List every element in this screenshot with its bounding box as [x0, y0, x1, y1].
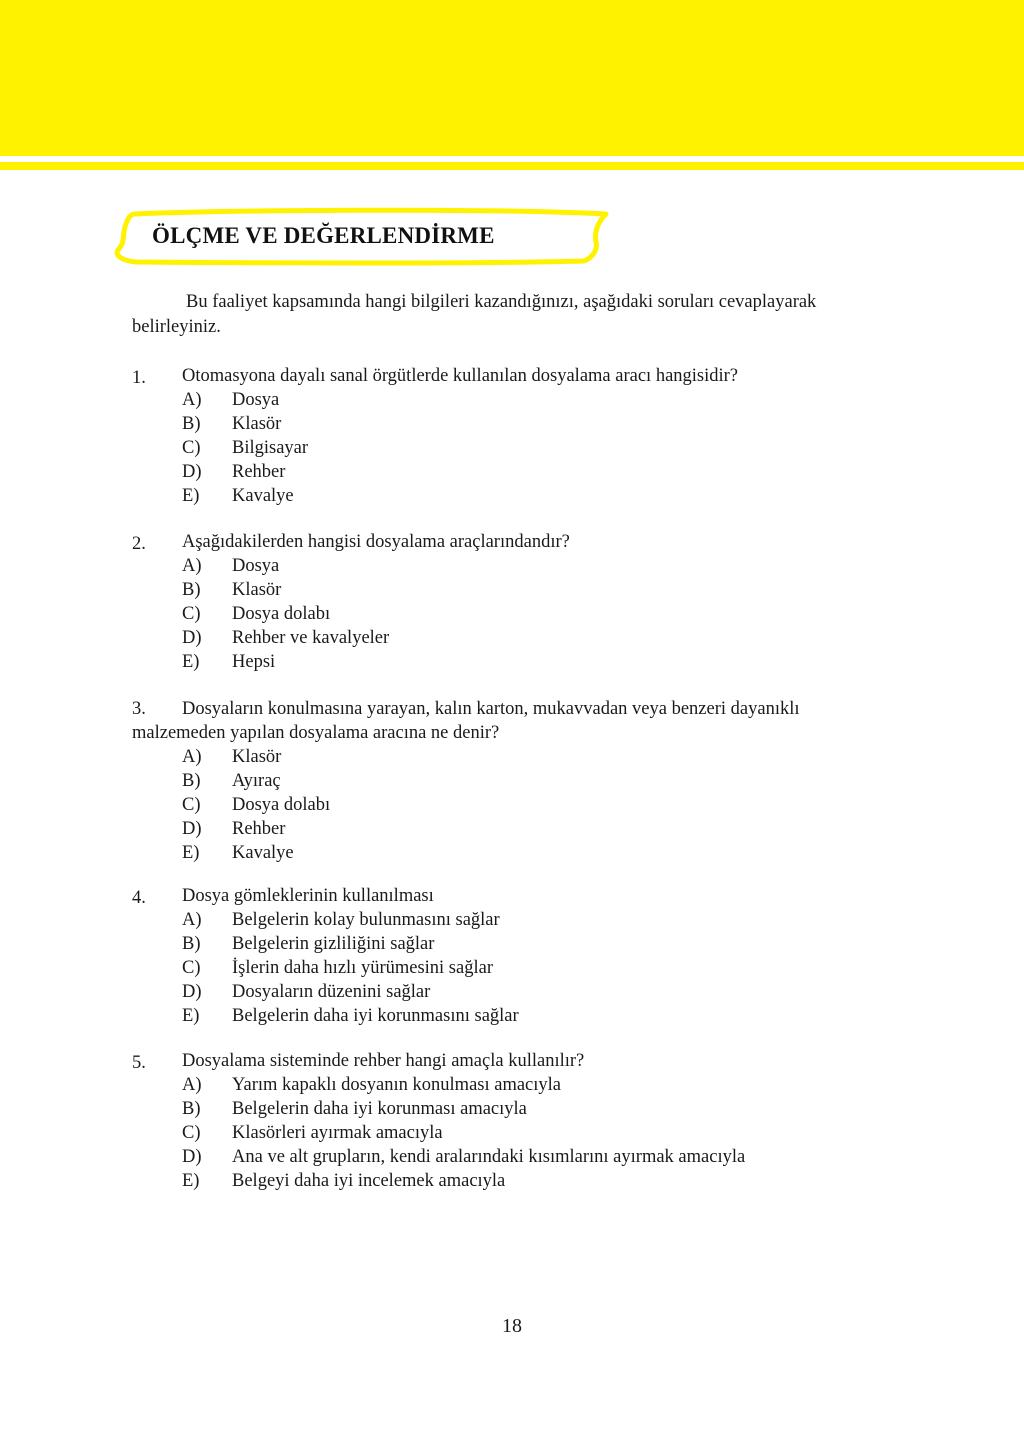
option-letter: C)	[182, 1123, 201, 1143]
question-header	[132, 530, 892, 554]
option-c	[132, 1121, 892, 1145]
option-e	[132, 484, 892, 508]
option-a	[132, 1073, 892, 1097]
question-text: Otomasyona dayalı sanal örgütlerde kullanılan dosyalama aracı hangisidir?	[182, 366, 739, 386]
option-text: Klasör	[232, 747, 282, 767]
question-4	[132, 884, 892, 1028]
option-text: Dosya	[232, 390, 280, 410]
option-e	[132, 650, 892, 674]
question-header	[132, 364, 892, 388]
option-letter: B)	[182, 414, 201, 434]
option-letter: E)	[182, 652, 200, 672]
option-a	[132, 554, 892, 578]
question-text: Dosyaların konulmasına yarayan, kalın karton, mukavvadan veya benzeri dayanıklı malzemeden yapılan dosyalama aracına ne denir?	[132, 699, 800, 743]
header-yellow-stripe	[0, 162, 1024, 170]
question-3	[132, 697, 892, 865]
option-d	[132, 817, 892, 841]
option-letter: C)	[182, 958, 201, 978]
option-letter: A)	[182, 747, 202, 767]
option-d	[132, 980, 892, 1004]
option-letter: E)	[182, 1171, 200, 1191]
intro-text-1: Bu faaliyet kapsamında hangi bilgileri kazandığınızı, aşağıdaki soruları cevaplayarak	[186, 292, 817, 312]
option-text: Rehber	[232, 462, 286, 482]
option-letter: D)	[182, 819, 202, 839]
option-list	[132, 1073, 892, 1193]
option-a	[132, 388, 892, 412]
option-letter: A)	[182, 910, 202, 930]
question-text: Dosyalama sisteminde rehber hangi amaçla kullanılır?	[182, 1051, 585, 1071]
option-letter: B)	[182, 771, 201, 791]
question-number: 1.	[132, 368, 146, 388]
option-text: Belgeyi daha iyi incelemek amacıyla	[232, 1171, 506, 1191]
option-d	[132, 626, 892, 650]
intro-line-1	[132, 290, 892, 315]
option-text: Belgelerin gizliliğini sağlar	[232, 934, 435, 954]
option-text: Klasörleri ayırmak amacıyla	[232, 1123, 443, 1143]
option-letter: E)	[182, 486, 200, 506]
option-text: Kavalye	[232, 486, 294, 506]
option-c	[132, 436, 892, 460]
option-text: Dosya dolabı	[232, 604, 331, 624]
option-b	[132, 578, 892, 602]
option-letter: A)	[182, 556, 202, 576]
option-text: Klasör	[232, 580, 282, 600]
option-text: Dosyaların düzenini sağlar	[232, 982, 431, 1002]
option-letter: C)	[182, 795, 201, 815]
option-text: Klasör	[232, 414, 282, 434]
option-letter: C)	[182, 604, 201, 624]
option-text: İşlerin daha hızlı yürümesini sağlar	[232, 958, 493, 978]
option-b	[132, 1097, 892, 1121]
option-letter: D)	[182, 1147, 202, 1167]
question-number: 2.	[132, 534, 146, 554]
page-title: ÖLÇME VE DEĞERLENDİRME	[152, 223, 495, 248]
option-letter: B)	[182, 1099, 201, 1119]
option-letter: D)	[182, 628, 202, 648]
option-text: Ana ve alt grupların, kendi aralarındaki kısımlarını ayırmak amacıyla	[232, 1147, 746, 1167]
option-d	[132, 460, 892, 484]
option-text: Ayıraç	[232, 771, 281, 791]
question-header	[132, 1049, 892, 1073]
question-header	[132, 697, 892, 745]
option-text: Bilgisayar	[232, 438, 309, 458]
option-letter: D)	[182, 462, 202, 482]
option-list	[132, 745, 892, 865]
question-number: 5.	[132, 1053, 146, 1073]
option-list	[132, 908, 892, 1028]
option-list	[132, 554, 892, 674]
option-c	[132, 793, 892, 817]
option-letter: A)	[182, 390, 202, 410]
option-d	[132, 1145, 892, 1169]
option-b	[132, 412, 892, 436]
question-number: 4.	[132, 888, 146, 908]
question-number: 3.	[132, 699, 146, 719]
option-letter: E)	[182, 1006, 200, 1026]
question-5	[132, 1049, 892, 1193]
option-e	[132, 1004, 892, 1028]
intro-paragraph	[132, 290, 892, 340]
option-a	[132, 908, 892, 932]
option-text: Kavalye	[232, 843, 294, 863]
option-letter: D)	[182, 982, 202, 1002]
option-e	[132, 1169, 892, 1193]
question-text: Aşağıdakilerden hangisi dosyalama araçlarındandır?	[182, 532, 570, 552]
option-text: Dosya dolabı	[232, 795, 331, 815]
option-text: Dosya	[232, 556, 280, 576]
option-text: Belgelerin daha iyi korunması amacıyla	[232, 1099, 527, 1119]
option-c	[132, 602, 892, 626]
option-b	[132, 932, 892, 956]
option-b	[132, 769, 892, 793]
header-yellow-band	[0, 0, 1024, 156]
option-letter: B)	[182, 580, 201, 600]
option-text: Rehber ve kavalyeler	[232, 628, 390, 648]
page-number: 18	[502, 1315, 522, 1337]
option-a	[132, 745, 892, 769]
option-text: Belgelerin kolay bulunmasını sağlar	[232, 910, 500, 930]
section-title-banner	[112, 206, 612, 266]
question-2	[132, 530, 892, 674]
option-c	[132, 956, 892, 980]
option-letter: A)	[182, 1075, 202, 1095]
option-letter: C)	[182, 438, 201, 458]
option-list	[132, 388, 892, 508]
question-1	[132, 364, 892, 508]
option-text: Belgelerin daha iyi korunmasını sağlar	[232, 1006, 519, 1026]
question-text: Dosya gömleklerinin kullanılması	[182, 886, 434, 906]
option-letter: B)	[182, 934, 201, 954]
option-letter: E)	[182, 843, 200, 863]
intro-line-2: belirleyiniz.	[132, 317, 221, 337]
question-header	[132, 884, 892, 908]
option-e	[132, 841, 892, 865]
option-text: Yarım kapaklı dosyanın konulması amacıyla	[232, 1075, 562, 1095]
option-text: Hepsi	[232, 652, 276, 672]
option-text: Rehber	[232, 819, 286, 839]
